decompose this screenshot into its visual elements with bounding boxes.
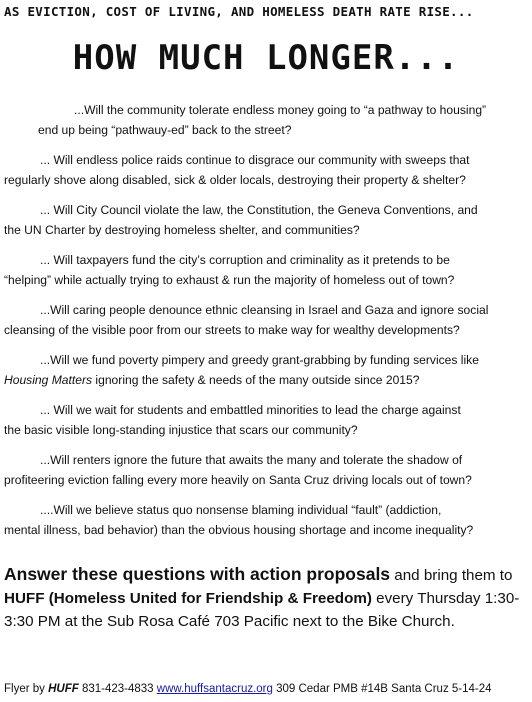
question-rest: ignoring the safety & needs of the many outside since 2015? [92,373,420,387]
question-rest: the basic visible long-standing injustice that scars our community? [4,423,358,437]
question-lead: ...Will we fund poverty pimpery and greedy grant-grabbing by funding services like [40,353,479,367]
cta-org-name: HUFF (Homeless United for Friendship & Freedom) [4,590,372,607]
question-lead: ....Will we believe status quo nonsense blaming individual “fault” (addiction, [40,503,442,517]
cta-meeting-info: every Thursday 1:30-3:30 PM at the Sub Rosa Café 703 Pacific next to the Bike Church. [4,590,520,630]
footer-prefix: Flyer by [4,683,49,695]
cta-headline: Answer these questions with action proposals [4,564,391,584]
question-rest: mental illness, bad behavior) than the obvious housing shortage and income inequality? [4,523,474,537]
question-item [4,400,528,440]
question-rest: the UN Charter by destroying homeless shelter, and communities? [4,223,360,237]
footer-phone: 831-423-4833 [78,683,157,695]
question-item [4,200,528,240]
footer-address: 309 Cedar PMB #14B Santa Cruz 5-14-24 [272,683,492,695]
question-lead: ... Will taxpayers fund the city’s corruption and criminality as it pretends to be [40,253,450,267]
question-item [4,450,528,490]
question-lead: ...Will renters ignore the future that awaits the many and tolerate the shadow of [40,453,463,467]
question-item [4,350,528,390]
question-rest: regularly shove along disabled, sick & older locals, destroying their property & shelter? [4,173,466,187]
question-item [4,150,528,190]
question-rest: “helping” while actually trying to exhaust & run the majority of homeless out of town? [4,273,455,287]
housing-matters-name: Housing Matters [4,373,93,387]
question-item [4,500,528,540]
question-rest: profiteering eviction falling every more heavily on Santa Cruz driving locals out of town? [4,473,472,487]
footer-org: HUFF [48,683,79,695]
call-to-action [4,563,528,633]
website-link[interactable]: www.huffsantacruz.org [156,683,273,695]
question-lead: ...Will caring people denounce ethnic cleansing in Israel and Gaza and ignore social [40,303,489,317]
question-list [4,100,528,550]
footer [4,683,530,695]
question-item [4,300,528,340]
question-lead: ... Will we wait for students and embattled minorities to lead the charge against [40,403,461,417]
question-lead: ...Will the community tolerate endless money going to “a pathway to housing” [74,103,487,117]
question-rest: end up being “pathwauy-ed” back to the street? [38,123,292,137]
cta-text: and bring them to [390,567,513,584]
question-rest: cleansing of the visible poor from our streets to make way for wealthy developments? [4,323,460,337]
question-lead: ... Will endless police raids continue to disgrace our community with sweeps that [40,153,470,167]
question-item [4,100,528,140]
page-title: HOW MUCH LONGER... [72,38,460,78]
kicker-line: AS EVICTION, COST OF LIVING, AND HOMELESS DEATH RATE RISE... [4,4,474,19]
question-item [4,250,528,290]
question-lead: ... Will City Council violate the law, the Constitution, the Geneva Conventions, and [40,203,478,217]
